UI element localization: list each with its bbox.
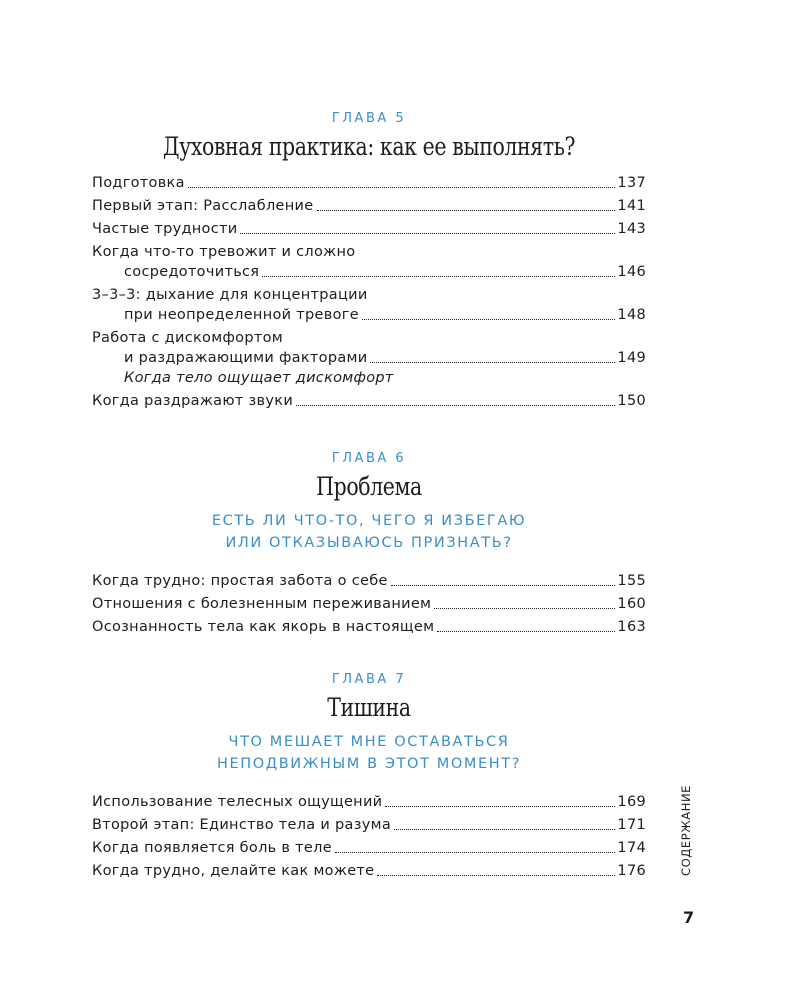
toc-entry-title-cont: и раздражающими факторами [124,350,368,366]
toc-entry-title: 3–3–3: дыхание для концентрации [92,287,368,303]
toc-page-number: 176 [617,863,646,879]
chapter-7 [92,672,646,884]
toc-subentry: Когда тело ощущает дискомфорт [124,370,394,386]
chapter-5 [92,111,646,414]
side-section-label: СОДЕРЖАНИЕ [679,784,693,876]
toc-entry-title: Работа с дискомфортом [92,330,283,346]
chapter-question [92,510,646,554]
toc-entry-title: Когда что-то тревожит и сложно [92,244,356,260]
chapter-6 [92,451,646,640]
toc-list [92,571,646,637]
chapter-question [92,731,646,775]
toc-page-number: 169 [617,794,646,810]
chapter-label: ГЛАВА 6 [331,451,407,466]
toc-page-number: 174 [617,840,646,856]
leader-dots [437,630,615,632]
leader-dots [434,607,615,609]
leader-dots [385,805,615,807]
toc-page-number: 143 [617,221,646,237]
toc-entry-title: Когда трудно: простая забота о себе [92,573,388,589]
chapter-question-line: НЕПОДВИЖНЫМ В ЭТОТ МОМЕНТ? [216,756,521,772]
toc-entry[interactable] [92,328,646,388]
toc-entry-title: Осознанность тела как якорь в настоящем [92,619,435,635]
chapter-question-line: ИЛИ ОТКАЗЫВАЮСЬ ПРИЗНАТЬ? [225,535,513,551]
leader-dots [335,851,615,853]
leader-dots [370,361,615,363]
toc-page-number: 171 [617,817,646,833]
toc-page-number: 137 [617,175,646,191]
leader-dots [317,209,616,211]
toc-entry-title: Когда трудно, делайте как можете [92,863,375,879]
toc-entry[interactable] [92,815,646,835]
toc-entry[interactable] [92,219,646,239]
toc-entry[interactable] [92,391,646,411]
toc-page-number: 146 [617,264,646,280]
toc-page-number: 141 [617,198,646,214]
toc-page-number: 163 [617,619,646,635]
leader-dots [296,404,615,406]
toc-entry-title: Отношения с болезненным переживанием [92,596,432,612]
chapter-question-line: ЧТО МЕШАЕТ МНЕ ОСТАВАТЬСЯ [228,734,510,750]
chapter-title: Духовная практика: как ее выполнять? [162,132,576,161]
toc-entry[interactable] [92,571,646,591]
toc-entry-title: Первый этап: Расслабление [92,198,314,214]
chapter-label: ГЛАВА 5 [331,111,407,126]
toc-entry-title-cont: при неопределенной тревоге [124,307,359,323]
leader-dots [240,232,615,234]
toc-page-number: 148 [617,307,646,323]
toc-page-number: 149 [617,350,646,366]
leader-dots [377,874,615,876]
leader-dots [188,186,616,188]
toc-entry-title-cont: сосредоточиться [124,264,260,280]
page-number: 7 [683,908,695,927]
toc-entry[interactable] [92,173,646,193]
toc-entry-title: Второй этап: Единство тела и разума [92,817,392,833]
leader-dots [262,275,615,277]
toc-entry[interactable] [92,617,646,637]
toc-entry-title: Когда раздражают звуки [92,393,294,409]
toc-entry[interactable] [92,838,646,858]
leader-dots [394,828,615,830]
toc-entry[interactable] [92,242,646,282]
toc-entry-title: Частые трудности [92,221,238,237]
chapter-title: Проблема [316,472,422,501]
toc-list [92,173,646,411]
toc-entry[interactable] [92,594,646,614]
toc-page-number: 150 [617,393,646,409]
leader-dots [391,584,616,586]
chapter-question-line: ЕСТЬ ЛИ ЧТО-ТО, ЧЕГО Я ИЗБЕГАЮ [211,513,527,529]
toc-entry[interactable] [92,285,646,325]
leader-dots [362,318,616,320]
toc-page-number: 155 [617,573,646,589]
toc-entry-title: Когда появляется боль в теле [92,840,332,856]
toc-entry-title: Подготовка [92,175,185,191]
chapter-label: ГЛАВА 7 [331,672,407,687]
toc-entry[interactable] [92,792,646,812]
toc-page-number: 160 [617,596,646,612]
toc-entry-title: Использование телесных ощущений [92,794,383,810]
toc-list [92,792,646,881]
toc-entry[interactable] [92,196,646,216]
chapter-title: Тишина [327,693,411,722]
toc-entry[interactable] [92,861,646,881]
